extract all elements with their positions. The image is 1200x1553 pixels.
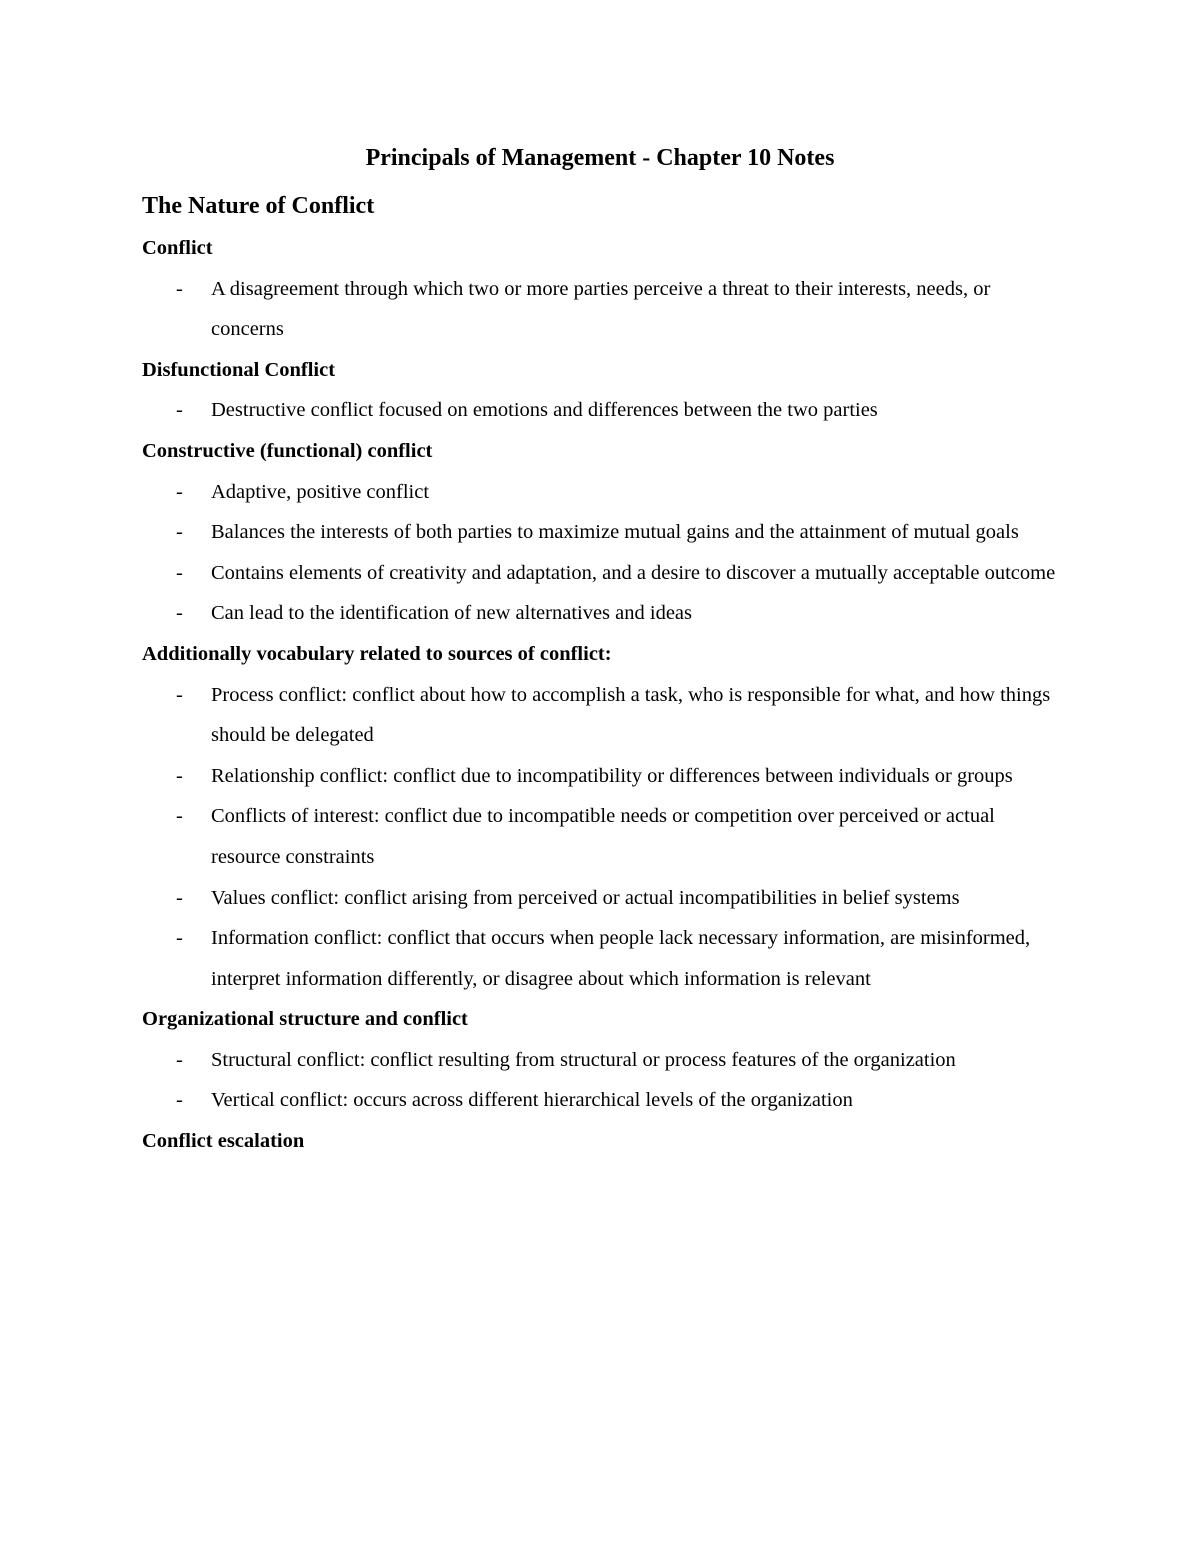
bullet-text: A disagreement through which two or more parties perceive a threat to their interests, needs, or concerns (211, 277, 991, 341)
term-heading: Conflict (142, 237, 213, 259)
dash-marker: - (176, 561, 183, 584)
bullet-text: Conflicts of interest: conflict due to incompatible needs or competition over perceived or actual resource constraints (211, 805, 995, 868)
bullet-text: Contains elements of creativity and adaptation, and a desire to discover a mutually acceptable outcome (211, 561, 1056, 584)
document-content (142, 138, 1062, 1162)
bullet-text: Adaptive, positive conflict (211, 480, 430, 503)
bullet-item (142, 878, 1062, 919)
term-heading: Organizational structure and conflict (142, 1008, 468, 1031)
dash-marker: - (176, 399, 183, 422)
term-block (142, 228, 1062, 350)
bullet-text: Information conflict: conflict that occurs when people lack necessary information, are misinformed, interpret information differently, or disagree about which information is relevant (211, 927, 1031, 990)
term-block (142, 1121, 1062, 1162)
dash-marker: - (176, 1048, 183, 1071)
term-heading: Additionally vocabulary related to sources of conflict: (142, 642, 612, 665)
dash-marker: - (176, 927, 183, 950)
bullet-list (142, 390, 1062, 431)
dash-marker: - (176, 1089, 183, 1112)
bullet-item (142, 472, 1062, 513)
section-heading: The Nature of Conflict (142, 193, 375, 219)
bullet-item (142, 593, 1062, 634)
bullet-text: Values conflict: conflict arising from perceived or actual incompatibilities in belief systems (211, 886, 960, 909)
bullet-list (142, 472, 1062, 634)
dash-marker: - (176, 886, 183, 909)
bullet-text: Process conflict: conflict about how to accomplish a task, who is responsible for what, and how things should be delegated (211, 683, 1051, 747)
term-heading: Disfunctional Conflict (142, 358, 336, 381)
bullet-item (142, 553, 1062, 594)
dash-marker: - (176, 521, 183, 544)
term-heading: Conflict escalation (142, 1130, 305, 1153)
dash-marker: - (176, 480, 183, 503)
bullet-item (142, 918, 1062, 999)
bullet-list (142, 675, 1062, 1000)
dash-marker: - (176, 277, 183, 300)
bullet-item (142, 756, 1062, 797)
dash-marker: - (176, 805, 183, 828)
bullet-item (142, 512, 1062, 553)
bullet-item (142, 1080, 1062, 1121)
document-title: Principals of Management - Chapter 10 Notes (365, 145, 835, 171)
dash-marker: - (176, 683, 183, 706)
bullet-text: Balances the interests of both parties to maximize mutual gains and the attainment of mutual goals (211, 521, 1019, 544)
term-block (142, 999, 1062, 1121)
term-heading: Constructive (functional) conflict (142, 439, 433, 462)
bullet-item (142, 269, 1062, 350)
bullet-text: Can lead to the identification of new alternatives and ideas (211, 602, 693, 625)
bullet-text: Structural conflict: conflict resulting from structural or process features of the organization (211, 1048, 956, 1071)
dash-marker: - (176, 602, 183, 625)
bullet-item (142, 675, 1062, 756)
bullet-text: Relationship conflict: conflict due to incompatibility or differences between individuals or groups (211, 764, 1013, 787)
bullet-item (142, 796, 1062, 877)
term-block (142, 350, 1062, 431)
bullet-list (142, 1040, 1062, 1121)
dash-marker: - (176, 764, 183, 787)
bullet-item (142, 1040, 1062, 1081)
term-block (142, 634, 1062, 999)
bullet-list (142, 269, 1062, 350)
bullet-text: Destructive conflict focused on emotions and differences between the two parties (211, 399, 878, 422)
bullet-item (142, 390, 1062, 431)
bullet-text: Vertical conflict: occurs across different hierarchical levels of the organization (211, 1089, 853, 1112)
term-block (142, 431, 1062, 634)
